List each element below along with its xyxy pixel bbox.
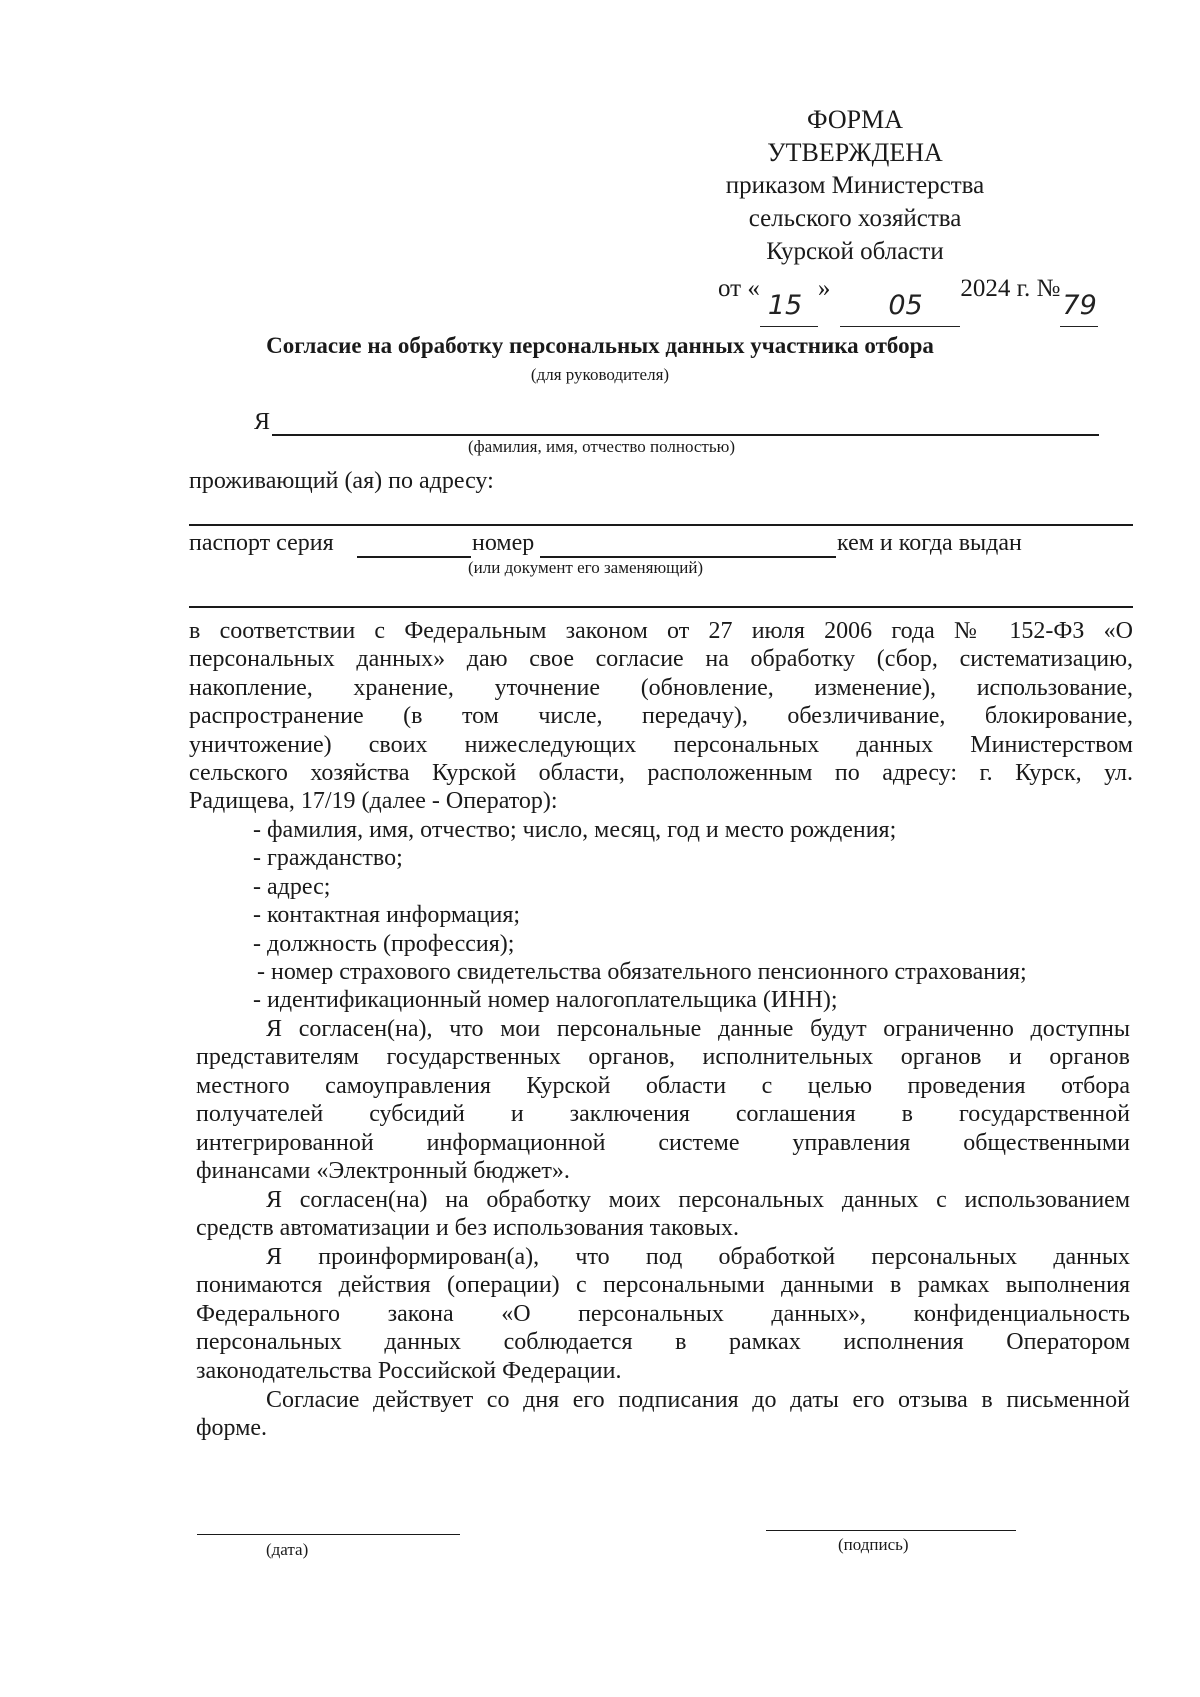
approval-block bbox=[640, 103, 1070, 268]
passport-number-label: номер bbox=[472, 530, 535, 556]
date-caption: (дата) bbox=[266, 1540, 309, 1559]
list-item: - гражданство; bbox=[253, 845, 403, 872]
date-prefix: от « bbox=[718, 275, 760, 302]
approval-ministry-line: сельского хозяйства bbox=[748, 205, 962, 232]
signature-input-line[interactable] bbox=[766, 1530, 1016, 1531]
issued-by-input-line[interactable] bbox=[189, 606, 1133, 608]
order-number-handwritten: 79 bbox=[1062, 290, 1097, 321]
text-line: Согласие действует со дня его подписания до даты его отзыва в письменной bbox=[266, 1387, 1130, 1413]
ya-label: Я bbox=[254, 409, 271, 435]
text-line: распространение (в том числе, передачу), обезличивание, блокирование, bbox=[189, 703, 1133, 730]
signature-caption: (подпись) bbox=[838, 1535, 909, 1554]
text-line: Федерального закона «О персональных данных», конфиденциальность bbox=[196, 1300, 1130, 1327]
list-item: - номер страхового свидетельства обязательного пенсионного страхования; bbox=[257, 958, 1027, 985]
text-line: представителям государственных органов, исполнительных органов и органов bbox=[196, 1044, 1130, 1071]
list-item: - фамилия, имя, отчество; число, месяц, год и место рождения; bbox=[253, 817, 897, 843]
approval-approved-label: УТВЕРЖДЕНА bbox=[767, 138, 943, 167]
personal-data-list bbox=[189, 816, 1133, 1015]
fio-hint: (фамилия, имя, отчество полностью) bbox=[468, 437, 735, 456]
issued-by-label: кем и когда выдан bbox=[837, 530, 1022, 556]
document-title: Согласие на обработку персональных данных участника отбора bbox=[266, 333, 934, 358]
text-line: персональных данных соблюдается в рамках исполнения Оператором bbox=[196, 1329, 1130, 1356]
text-line: форме. bbox=[196, 1415, 268, 1442]
list-item: - контактная информация; bbox=[253, 902, 521, 929]
text-line: Я проинформирован(а), что под обработкой персональных данных bbox=[266, 1244, 1130, 1270]
date-input-line[interactable] bbox=[197, 1534, 460, 1535]
fio-input-line[interactable] bbox=[272, 434, 1099, 436]
text-line: получателей субсидий и заключения соглашения в государственной bbox=[196, 1101, 1130, 1128]
text-line: Я согласен(на) на обработку моих персональных данных с использованием bbox=[266, 1187, 1130, 1213]
passport-series-label: паспорт серия bbox=[189, 530, 334, 556]
text-line: накопление, хранение, уточнение (обновление, изменение), использование, bbox=[189, 674, 1133, 701]
date-mid: » bbox=[817, 275, 831, 302]
text-line: средств автоматизации и без использования таковых. bbox=[196, 1215, 739, 1242]
text-line: интегрированной информационной системе управления общественными bbox=[196, 1129, 1130, 1156]
approval-region-line: Курской области bbox=[766, 238, 944, 265]
approval-order-line: приказом Министерства bbox=[725, 172, 985, 199]
consent-paragraph-2 bbox=[196, 1015, 1130, 1185]
consent-paragraph-1 bbox=[189, 617, 1133, 816]
consent-paragraph-5 bbox=[196, 1386, 1130, 1443]
list-item: - адрес; bbox=[253, 873, 331, 900]
address-label: проживающий (ая) по адресу: bbox=[189, 468, 494, 494]
approval-form-label: ФОРМА bbox=[807, 105, 903, 134]
text-line: персональных данных» даю свое согласие на обработку (сбор, систематизацию, bbox=[189, 646, 1133, 673]
day-handwritten: 15 bbox=[767, 290, 803, 321]
text-line: понимаются действия (операции) с персональными данными в рамках выполнения bbox=[196, 1272, 1130, 1299]
text-line: в соответствии с Федеральным законом от 27 июля 2006 года № 152-ФЗ «О bbox=[189, 618, 1133, 644]
passport-series-input-line[interactable] bbox=[357, 556, 471, 558]
text-line: уничтожение) своих нижеследующих персональных данных Министерством bbox=[189, 731, 1133, 758]
text-line: финансами «Электронный бюджет». bbox=[196, 1157, 570, 1184]
text-line: местного самоуправления Курской области с целью проведения отбора bbox=[196, 1072, 1130, 1099]
text-line: Радищева, 17/19 (далее - Оператор): bbox=[189, 788, 558, 815]
list-item: - должность (профессия); bbox=[253, 930, 515, 957]
consent-paragraph-4 bbox=[196, 1243, 1130, 1385]
approval-date-line bbox=[718, 275, 1100, 321]
month-handwritten: 05 bbox=[888, 290, 923, 321]
address-input-line[interactable] bbox=[189, 524, 1133, 526]
text-line: Я согласен(на), что мои персональные данные будут ограниченно доступны bbox=[266, 1016, 1130, 1042]
document-hint: (или документ его заменяющий) bbox=[468, 558, 704, 577]
text-line: законодательства Российской Федерации. bbox=[196, 1357, 622, 1384]
list-item: - идентификационный номер налогоплательщика (ИНН); bbox=[253, 987, 838, 1014]
consent-paragraph-3 bbox=[196, 1186, 1130, 1243]
document-subtitle: (для руководителя) bbox=[530, 365, 670, 384]
text-line: сельского хозяйства Курской области, расположенным по адресу: г. Курск, ул. bbox=[189, 759, 1133, 786]
date-year: 2024 г. № bbox=[960, 275, 1061, 302]
